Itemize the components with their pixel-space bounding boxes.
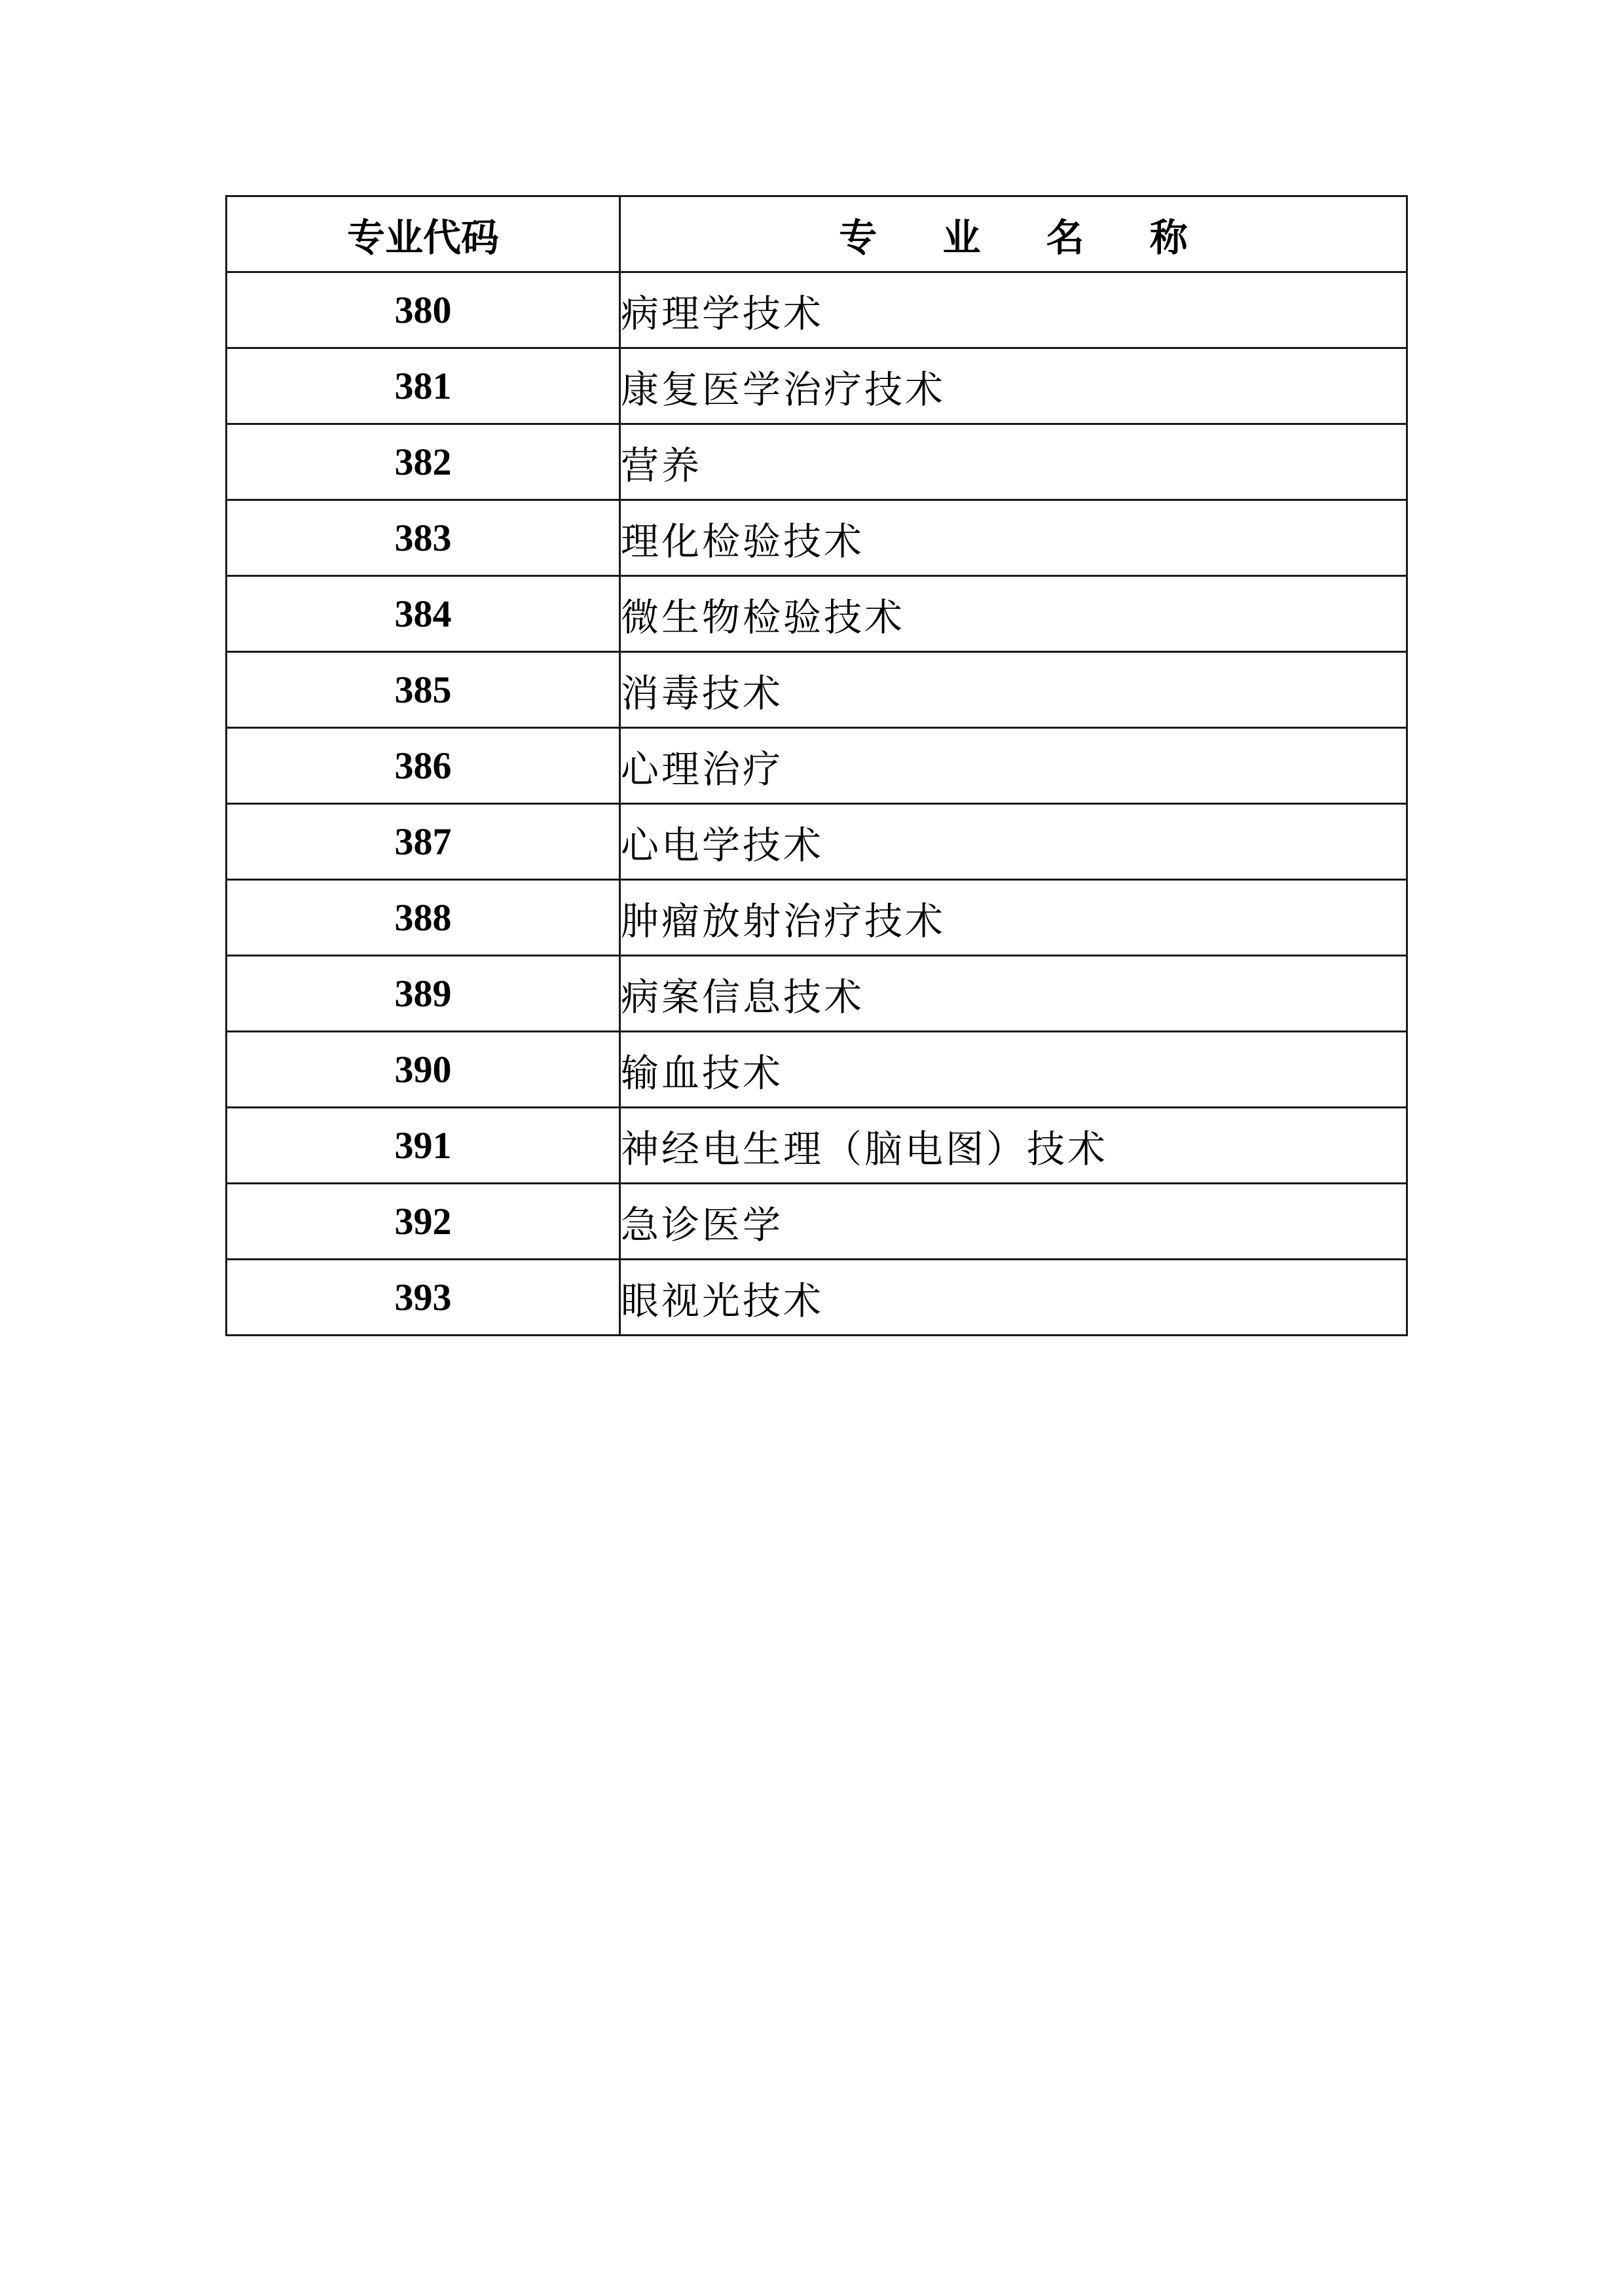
header-major-code: 专业代码 — [227, 196, 620, 272]
table-row — [227, 1108, 1407, 1184]
major-code-cell: 384 — [227, 576, 620, 652]
major-code-cell: 388 — [227, 880, 620, 956]
major-code-table — [225, 195, 1408, 1336]
major-code-cell: 385 — [227, 652, 620, 728]
header-major-name-text: 专 业 名 称 — [839, 215, 1214, 260]
major-code-cell: 390 — [227, 1032, 620, 1108]
table-row — [227, 576, 1407, 652]
table-row — [227, 1260, 1407, 1336]
major-name-cell: 心理治疗 — [620, 728, 1407, 804]
major-code-cell: 380 — [227, 272, 620, 348]
major-name-cell: 理化检验技术 — [620, 500, 1407, 576]
table-row — [227, 272, 1407, 348]
table-row — [227, 348, 1407, 424]
major-name-cell: 病理学技术 — [620, 272, 1407, 348]
major-code-cell: 382 — [227, 424, 620, 500]
table-header-row — [227, 196, 1407, 272]
major-name-cell: 营养 — [620, 424, 1407, 500]
table-row — [227, 652, 1407, 728]
major-code-cell: 386 — [227, 728, 620, 804]
table-row — [227, 1032, 1407, 1108]
major-name-cell: 神经电生理（脑电图）技术 — [620, 1108, 1407, 1184]
major-name-cell: 肿瘤放射治疗技术 — [620, 880, 1407, 956]
major-code-cell: 393 — [227, 1260, 620, 1336]
major-name-cell: 心电学技术 — [620, 804, 1407, 880]
major-name-cell: 微生物检验技术 — [620, 576, 1407, 652]
table-row — [227, 956, 1407, 1032]
major-code-cell: 381 — [227, 348, 620, 424]
major-name-cell: 输血技术 — [620, 1032, 1407, 1108]
major-code-cell: 391 — [227, 1108, 620, 1184]
major-name-cell: 病案信息技术 — [620, 956, 1407, 1032]
header-major-name — [620, 196, 1407, 272]
table-row — [227, 880, 1407, 956]
table-row — [227, 1184, 1407, 1260]
table-row — [227, 424, 1407, 500]
major-name-cell: 康复医学治疗技术 — [620, 348, 1407, 424]
table-row — [227, 500, 1407, 576]
major-code-cell: 387 — [227, 804, 620, 880]
major-name-cell: 急诊医学 — [620, 1184, 1407, 1260]
major-name-cell: 眼视光技术 — [620, 1260, 1407, 1336]
major-name-cell: 消毒技术 — [620, 652, 1407, 728]
major-code-cell: 392 — [227, 1184, 620, 1260]
major-code-cell: 389 — [227, 956, 620, 1032]
table-row — [227, 804, 1407, 880]
table-row — [227, 728, 1407, 804]
major-code-cell: 383 — [227, 500, 620, 576]
